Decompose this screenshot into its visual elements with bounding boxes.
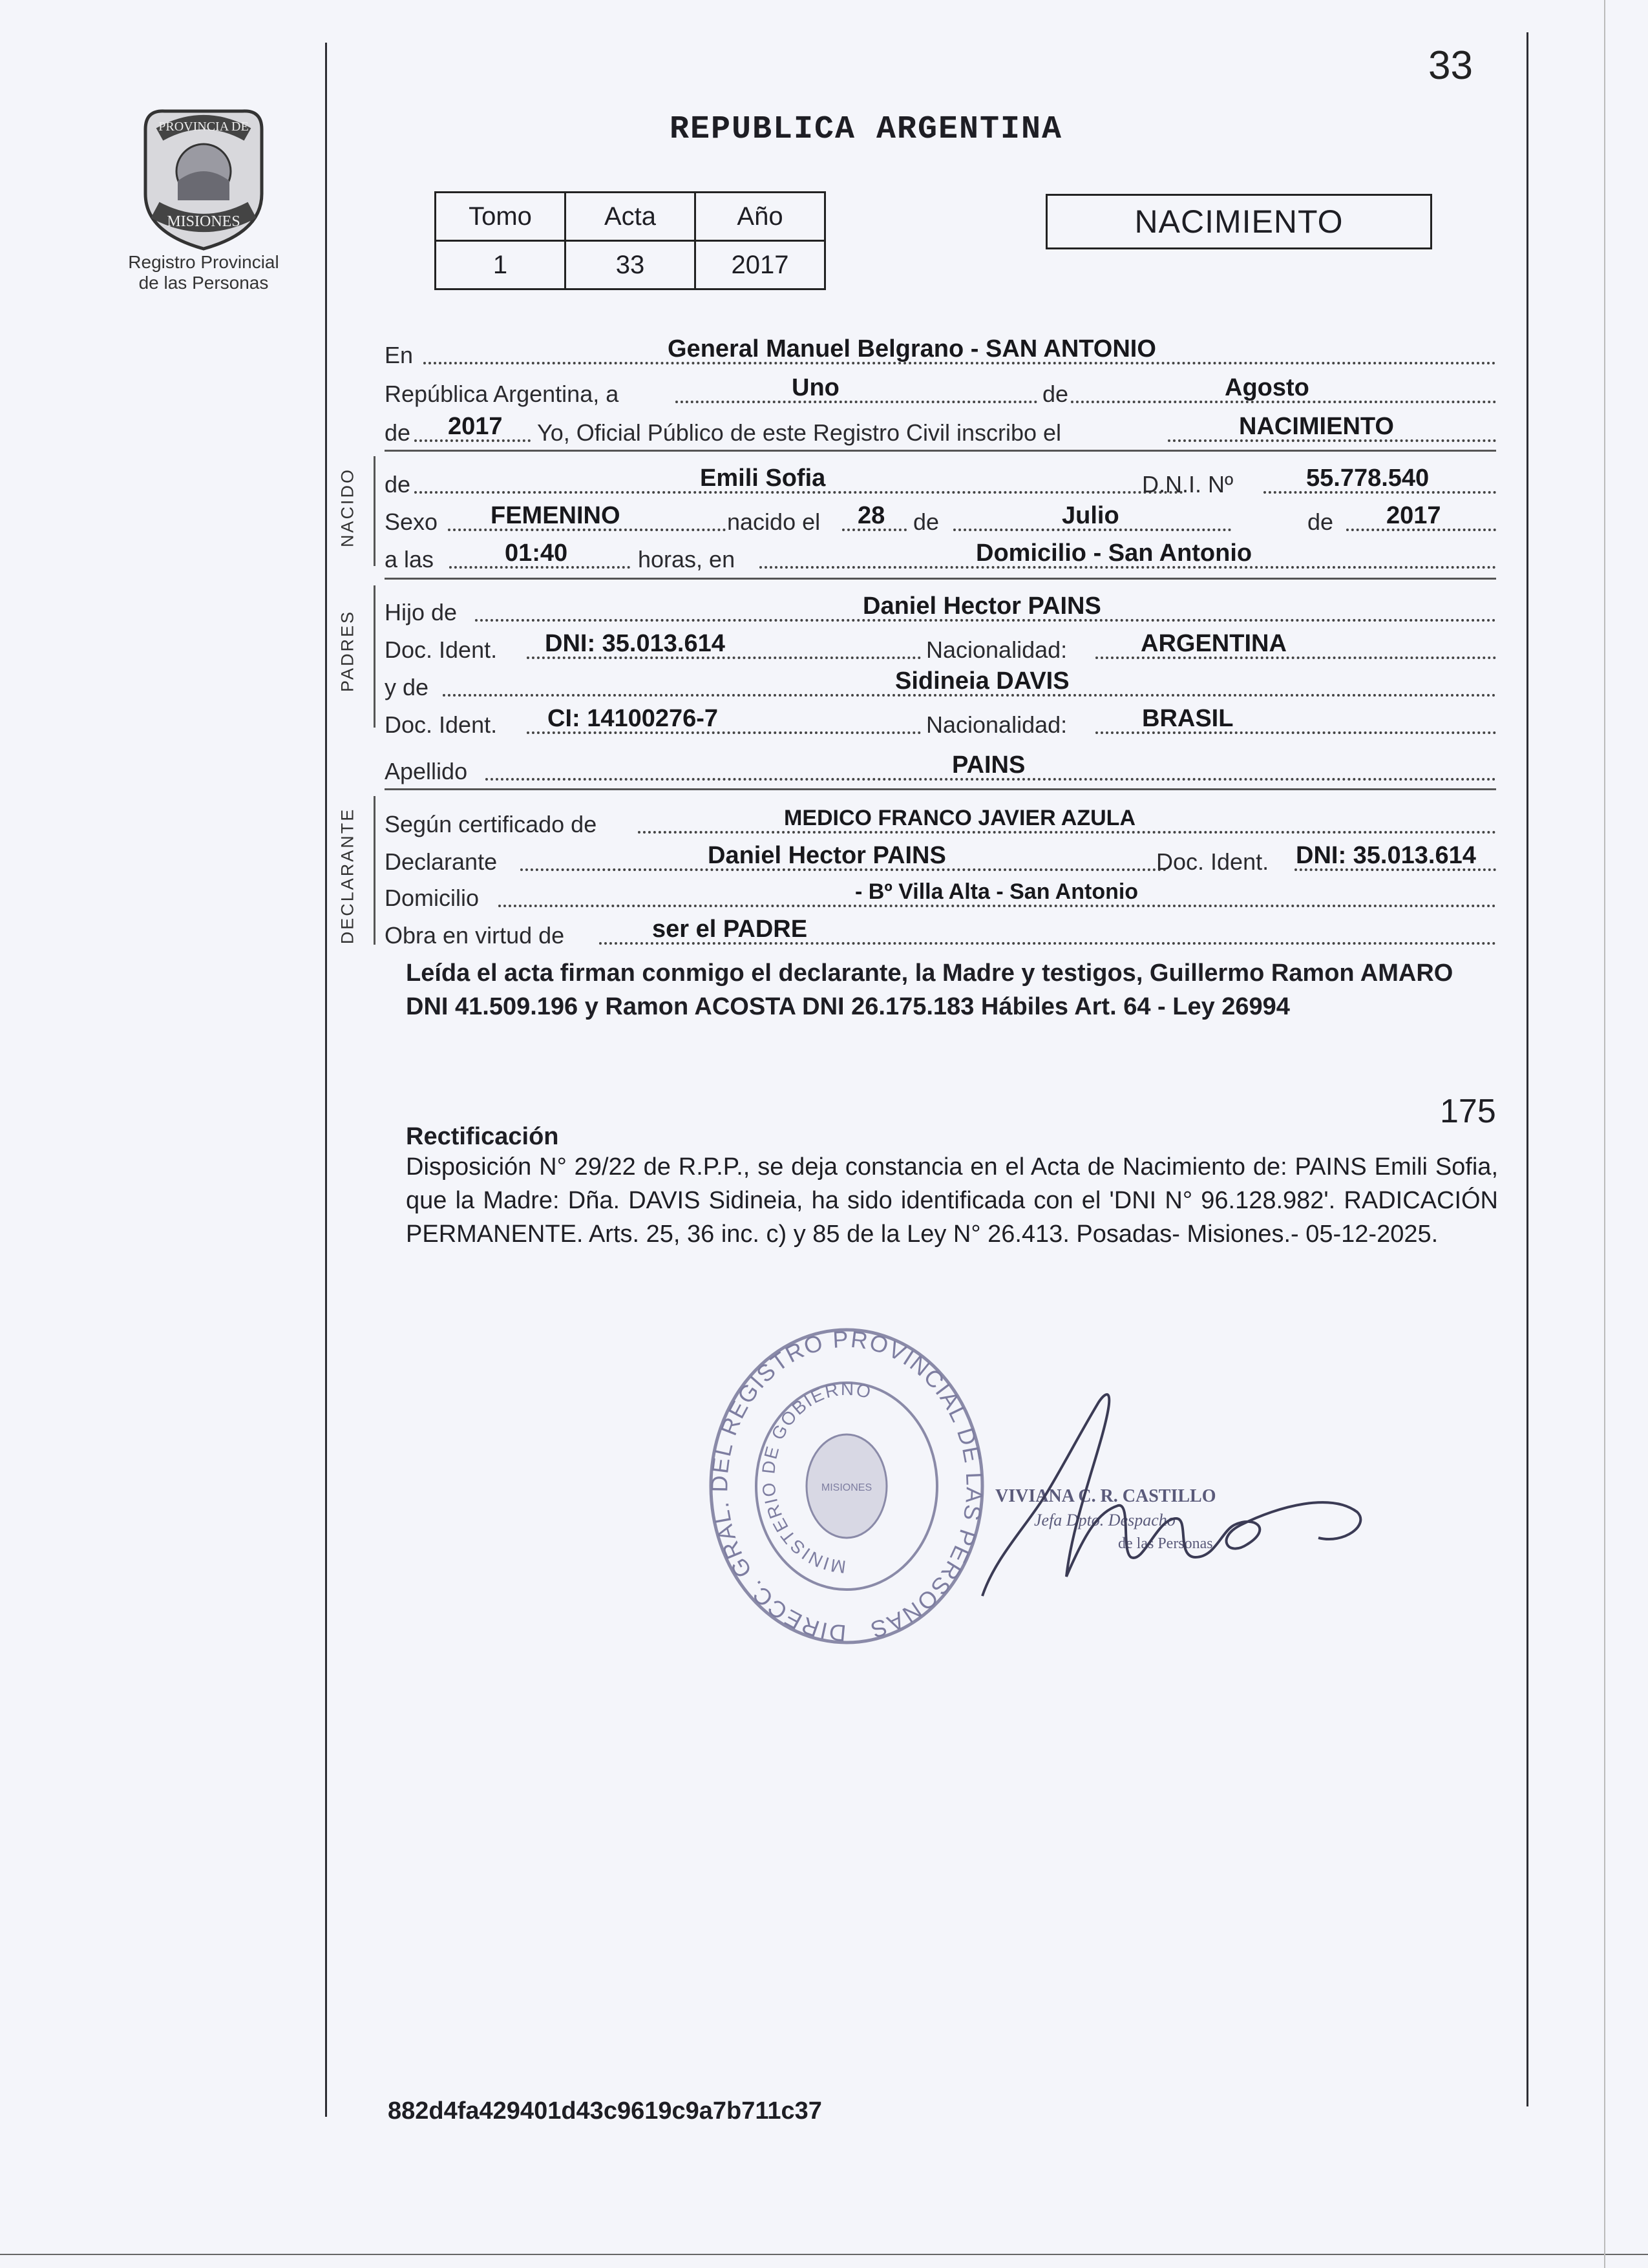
label-dni: D.N.I. Nº: [1142, 471, 1234, 498]
label-de-2: de: [913, 509, 940, 535]
value-father-doc: DNI: 35.013.614: [545, 630, 725, 657]
value-obra: ser el PADRE: [652, 916, 808, 943]
section-padres-label: PADRES: [337, 609, 357, 693]
label-certificado: Según certificado de: [385, 811, 597, 837]
signer-title: Jefa Dpto. Despacho: [1034, 1511, 1176, 1529]
value-father-nationality: ARGENTINA: [1141, 630, 1287, 657]
label-nacionalidad: Nacionalidad:: [926, 711, 1068, 738]
row-domicilio: [385, 874, 1496, 912]
value-mother-name: Sidineia DAVIS: [895, 667, 1070, 695]
table-value-anio: 2017: [695, 241, 825, 289]
official-stamp: [704, 1321, 989, 1651]
svg-text:MISIONES: MISIONES: [821, 1482, 872, 1493]
svg-text:DIRECC. GRAL. DEL REGISTRO PRO: DIRECC. GRAL. DEL REGISTRO PROVINCIAL DE LAS PERSONAS: [706, 1325, 988, 1647]
row-y-de: [385, 663, 1496, 702]
svg-text:MISIONES: MISIONES: [167, 213, 240, 230]
label-apellido: Apellido: [385, 758, 468, 784]
value-birth-year: 2017: [1386, 502, 1441, 529]
row-father-doc: [385, 625, 1496, 664]
row-mother-doc: [385, 700, 1496, 739]
value-time: 01:40: [505, 540, 568, 567]
label-doc-ident: Doc. Ident.: [385, 636, 498, 663]
table-value-tomo: 1: [436, 241, 565, 289]
bottom-line: [0, 2254, 1648, 2255]
record-type-box: NACIMIENTO: [1046, 194, 1432, 249]
value-place: General Manuel Belgrano - SAN ANTONIO: [668, 335, 1156, 362]
page-number: 33: [1428, 43, 1473, 88]
label-y-de: y de: [385, 674, 429, 700]
value-father-name: Daniel Hector PAINS: [863, 593, 1101, 620]
logo-caption: Registro Provincial de las Personas: [128, 252, 279, 293]
value-inscribo: NACIMIENTO: [1239, 413, 1394, 440]
label-declarante: Declarante: [385, 848, 498, 875]
closing-paragraph: Leída el acta firman conmigo el declarante, la Madre y testigos, Guillermo Ramon AMARO DNI 41.509.196 y Ramon ACOSTA DNI 26.175.183 Hábiles Art. 64 - Ley 26994: [406, 960, 1453, 1020]
value-domicilio: - Bº Villa Alta - San Antonio: [855, 879, 1139, 904]
row-declarante: [385, 837, 1496, 876]
row-year: [385, 408, 1496, 447]
rectificacion-title: Rectificación: [406, 1123, 559, 1150]
value-apellido: PAINS: [952, 751, 1026, 779]
value-declarante-doc: DNI: 35.013.614: [1296, 842, 1476, 869]
right-edge-line: [1604, 0, 1605, 2268]
table-value-acta: 33: [565, 241, 695, 289]
svg-text:PROVINCIA DE: PROVINCIA DE: [158, 120, 249, 134]
value-birth-month: Julio: [1062, 502, 1119, 529]
label-en: En: [385, 342, 414, 368]
label-doc-ident: Doc. Ident.: [385, 711, 498, 738]
divider: [385, 788, 1496, 790]
divider: [385, 450, 1496, 452]
section-declarante-label: DECLARANTE: [337, 807, 357, 945]
label-domicilio: Domicilio: [385, 885, 480, 911]
registry-table: [434, 191, 826, 290]
row-certificado: [385, 800, 1496, 839]
label-nacionalidad: Nacionalidad:: [926, 636, 1068, 663]
value-certificado: MEDICO FRANCO JAVIER AZULA: [784, 806, 1136, 830]
value-mother-doc: CI: 14100276-7: [547, 705, 719, 732]
table-header-anio: Año: [695, 193, 825, 241]
left-margin-line: [325, 43, 327, 2117]
value-mother-nationality: BRASIL: [1142, 705, 1234, 732]
label-nacido-el: nacido el: [727, 509, 821, 535]
label-horas: horas, en: [638, 546, 735, 572]
signer-dept: de las Personas: [1118, 1535, 1213, 1552]
rectificacion-number: 175: [1440, 1093, 1496, 1130]
label-de: de: [1042, 381, 1069, 407]
value-birth-place: Domicilio - San Antonio: [976, 540, 1252, 567]
table-header-acta: Acta: [565, 193, 695, 241]
signer-name: VIVIANA C. R. CASTILLO: [995, 1486, 1216, 1506]
rectificacion-body: Disposición N° 29/22 de R.P.P., se deja constancia en el Acta de Nacimiento de: PAINS Emili Sofia, que la Madre: Dña. DAVIS Sidineia, ha sido identificada con el 'DNI N° 96.128.982'. RADICACIÓN PERMANENTE. Arts. 25, 36 inc. c) y 85 de la Ley N° 26.413. Posadas- Misiones.- 05-12-2025.: [406, 1153, 1498, 1248]
divider: [385, 578, 1496, 580]
section-nacido-label: NACIDO: [337, 468, 357, 548]
value-year: 2017: [448, 413, 503, 440]
row-hijo-de: [385, 588, 1496, 627]
svg-text:MINISTERIO DE GOBIERNO: MINISTERIO DE GOBIERNO: [758, 1378, 874, 1577]
section-declarante-bar: [374, 796, 375, 945]
value-declarante: Daniel Hector PAINS: [708, 842, 946, 869]
handwritten-signature: [969, 1363, 1370, 1609]
label-de-3: de: [1307, 509, 1334, 535]
label-obra: Obra en virtud de: [385, 922, 565, 949]
row-hora: [385, 535, 1496, 574]
value-child-dni: 55.778.540: [1306, 465, 1430, 492]
row-en: [385, 331, 1496, 370]
value-month: Agosto: [1225, 374, 1309, 401]
row-obra: [385, 911, 1496, 950]
label-year-prefix: de: [385, 419, 411, 446]
right-margin-line: [1527, 32, 1528, 2106]
table-header-tomo: Tomo: [436, 193, 565, 241]
section-padres-bar: [374, 585, 375, 728]
page-title: REPUBLICA ARGENTINA: [669, 111, 1063, 148]
value-sexo: FEMENINO: [491, 502, 620, 529]
document-hash: 882d4fa429401d43c9619c9a7b711c37: [388, 2097, 822, 2125]
row-nacido-name: [385, 460, 1496, 499]
label-doc-ident: Doc. Ident.: [1156, 848, 1269, 875]
value-day: Uno: [792, 374, 840, 401]
label-hijo-de: Hijo de: [385, 599, 458, 625]
label-republica: República Argentina, a: [385, 381, 619, 407]
section-nacido-bar: [374, 456, 375, 566]
value-birth-day: 28: [858, 502, 885, 529]
oficial-text: Yo, Oficial Público de este Registro Civil inscribo el: [537, 419, 1062, 446]
label-sexo: Sexo: [385, 509, 438, 535]
label-de: de: [385, 471, 411, 498]
value-child-name: Emili Sofia: [700, 465, 826, 492]
label-a-las: a las: [385, 546, 434, 572]
row-sexo: [385, 498, 1496, 536]
row-republica: [385, 370, 1496, 408]
row-apellido: [385, 747, 1496, 786]
